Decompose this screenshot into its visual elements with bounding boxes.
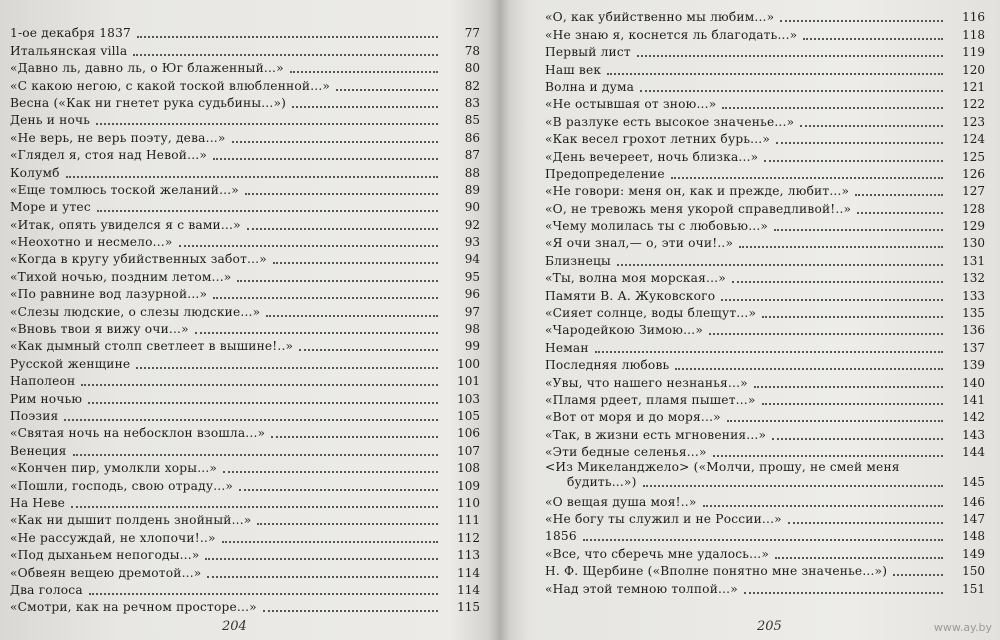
toc-entry-title: «Вот от моря и до моря...» (545, 410, 721, 425)
toc-entry-title: «Над этой темною толпой...» (545, 581, 738, 596)
dot-leader (137, 35, 438, 38)
dot-leader (855, 193, 943, 196)
dot-leader (780, 19, 943, 22)
toc-entry (545, 373, 985, 390)
toc-entry-page: 128 (962, 201, 985, 216)
toc-entry-page: 110 (457, 495, 480, 510)
toc-entry-page: 98 (464, 322, 480, 337)
toc-entry-title: «Все, что сберечь мне удалось...» (545, 546, 770, 561)
toc-entry (545, 251, 985, 268)
dot-leader (88, 401, 438, 404)
toc-entry (10, 546, 480, 563)
toc-entry (10, 389, 480, 406)
toc-entry-page: 118 (962, 27, 985, 42)
toc-entry-page: 132 (962, 271, 985, 286)
toc-entry-title: «Пламя рдеет, пламя пышет...» (545, 392, 756, 407)
toc-entry-title: «С какою негою, с какой тоской влюбленной...» (10, 78, 331, 93)
toc-entry (545, 112, 985, 129)
toc-entry-page: 133 (962, 288, 985, 303)
toc-entry-title: «Сияет солнце, воды блещут...» (545, 306, 757, 321)
dot-leader (195, 331, 438, 334)
toc-entry-title: Рим ночью (10, 391, 83, 406)
dot-leader (89, 592, 438, 595)
toc-entry-page: 127 (962, 184, 985, 199)
toc-entry-title: «Ты, волна моя морская...» (545, 271, 726, 286)
toc-list-right (545, 8, 985, 597)
dot-leader (595, 350, 943, 353)
toc-entry-page: 139 (962, 358, 985, 373)
toc-entry-page: 105 (457, 408, 480, 423)
toc-entry-page: 144 (962, 445, 985, 460)
toc-entry-page: 96 (464, 287, 480, 302)
toc-entry-page: 82 (464, 78, 480, 93)
dot-leader (744, 591, 943, 594)
toc-entry-page: 108 (457, 461, 480, 476)
toc-entry-page: 113 (457, 548, 480, 563)
toc-entry-page: 99 (464, 339, 480, 354)
dot-leader (232, 140, 439, 143)
toc-entry (545, 562, 985, 579)
toc-entry-title: 1-ое декабря 1837 (10, 26, 132, 41)
dot-leader (222, 540, 438, 543)
book-gutter (488, 0, 510, 640)
dot-leader (336, 88, 438, 91)
dot-leader (762, 402, 943, 405)
toc-entry-page: 77 (464, 26, 480, 41)
toc-entry (545, 217, 985, 234)
dot-leader (97, 209, 438, 212)
toc-entry (545, 510, 985, 527)
toc-entry (10, 76, 480, 93)
toc-entry (10, 494, 480, 511)
toc-entry-page: 125 (962, 149, 985, 164)
toc-entry-page: 86 (464, 130, 480, 145)
dot-leader (776, 141, 943, 144)
dot-leader (205, 557, 438, 560)
toc-entry (545, 8, 985, 25)
dot-leader (721, 298, 943, 301)
toc-entry-title: Поэзия (10, 408, 59, 423)
toc-entry-title: «Увы, что нашего незнанья...» (545, 375, 748, 390)
toc-entry-title: На Неве (10, 495, 66, 510)
toc-entry-page: 142 (962, 410, 985, 425)
dot-leader (64, 418, 438, 421)
toc-entry (545, 78, 985, 95)
toc-entry-title: <Из Микеланджело> («Молчи, прошу, не смей меня (545, 460, 900, 475)
toc-entry-title: «В разлуке есть высокое значенье...» (545, 114, 795, 129)
toc-entry-page: 137 (962, 340, 985, 355)
toc-entry-page: 116 (962, 10, 985, 25)
toc-entry (545, 182, 985, 199)
toc-entry-title: Весна («Как ни гнетет рука судьбины...») (10, 95, 287, 110)
dot-leader (754, 385, 943, 388)
toc-entry-title-continued: будить...») (567, 475, 637, 490)
toc-entry-page: 146 (962, 494, 985, 509)
toc-entry (545, 43, 985, 60)
dot-leader (245, 192, 438, 195)
toc-entry (10, 250, 480, 267)
toc-entry-title: «Итак, опять увиделся я с вами...» (10, 217, 241, 232)
dot-leader (213, 296, 438, 299)
dot-leader (671, 176, 943, 179)
left-page (10, 0, 480, 640)
dot-leader (675, 367, 943, 370)
toc-entry-title: «Смотри, как на речном просторе...» (10, 600, 257, 615)
toc-entry-page: 89 (464, 182, 480, 197)
toc-entry-title: Предопределение (545, 166, 665, 181)
toc-entry (10, 598, 480, 615)
toc-entry (10, 267, 480, 284)
toc-entry-title: Близнецы (545, 253, 611, 268)
toc-entry-page: 148 (962, 529, 985, 544)
dot-leader (722, 106, 943, 109)
toc-entry-title: «Я очи знал,— о, эти очи!..» (545, 236, 734, 251)
toc-entry-page: 92 (464, 217, 480, 232)
dot-leader (583, 538, 943, 541)
toc-entry-title: «Не остывшая от зною...» (545, 97, 717, 112)
dot-leader (640, 89, 943, 92)
toc-entry-page: 103 (457, 391, 480, 406)
toc-entry (10, 372, 480, 389)
dot-leader (136, 366, 438, 369)
dot-leader (893, 573, 943, 576)
toc-entry-title: «Святая ночь на небосклон взошла...» (10, 426, 266, 441)
toc-entry-page: 147 (962, 511, 985, 526)
toc-entry (10, 128, 480, 145)
toc-entry-page: 109 (457, 478, 480, 493)
dot-leader (271, 435, 438, 438)
toc-entry-title: Итальянская villa (10, 43, 128, 58)
toc-entry-page: 97 (464, 304, 480, 319)
toc-entry (10, 528, 480, 545)
toc-entry-title: «Вновь твои я вижу очи...» (10, 322, 189, 337)
toc-entry (10, 233, 480, 250)
toc-entry-title: «Под дыханьем непогоды...» (10, 548, 200, 563)
toc-entry (545, 338, 985, 355)
toc-entry (545, 356, 985, 373)
toc-entry (545, 165, 985, 182)
toc-entry (545, 25, 985, 42)
dot-leader (727, 419, 943, 422)
toc-entry (10, 441, 480, 458)
dot-leader (266, 314, 438, 317)
toc-entry-page: 101 (457, 374, 480, 389)
toc-entry-page: 94 (464, 252, 480, 267)
toc-entry-page: 112 (457, 530, 480, 545)
toc-entry-title: «Глядел я, стоя над Невой...» (10, 148, 208, 163)
dot-leader (788, 521, 943, 524)
toc-entry-title: «Эти бедные селенья...» (545, 445, 707, 460)
toc-entry (10, 424, 480, 441)
toc-entry-page: 130 (962, 236, 985, 251)
toc-entry-title: Наш век (545, 62, 602, 77)
toc-entry-title: «Не знаю я, коснется ль благодать...» (545, 27, 798, 42)
dot-leader (643, 484, 943, 487)
dot-leader (66, 175, 438, 178)
dot-leader (292, 105, 438, 108)
toc-entry (545, 544, 985, 561)
toc-entry (10, 181, 480, 198)
toc-entry (10, 41, 480, 58)
toc-entry-title: «Так, в жизни есть мгновения...» (545, 427, 767, 442)
toc-entry-title: «Давно ль, давно ль, о Юг блаженный...» (10, 61, 284, 76)
dot-leader (207, 575, 438, 578)
toc-entry-title: «Когда в кругу убийственных забот...» (10, 252, 267, 267)
toc-entry-page: 107 (457, 443, 480, 458)
dot-leader (257, 522, 438, 525)
toc-entry-title: Два голоса (10, 582, 83, 597)
dot-leader (71, 505, 438, 508)
toc-entry (545, 321, 985, 338)
toc-entry (10, 215, 480, 232)
toc-entry-page: 83 (464, 95, 480, 110)
toc-entry-title: Волна и дума (545, 79, 635, 94)
toc-entry-page: 100 (457, 356, 480, 371)
toc-entry (10, 198, 480, 215)
toc-entry-page: 111 (457, 513, 480, 528)
toc-entry-title: «Кончен пир, умолкли хоры...» (10, 461, 218, 476)
toc-entry (545, 443, 985, 460)
toc-entry-page: 151 (962, 581, 985, 596)
dot-leader (637, 54, 943, 57)
toc-entry-title: «Не верь, не верь поэту, дева...» (10, 130, 226, 145)
dot-leader (772, 437, 943, 440)
toc-entry-title: Памяти В. А. Жуковского (545, 288, 716, 303)
dot-leader (857, 211, 943, 214)
dot-leader (213, 157, 438, 160)
toc-entry-page: 93 (464, 235, 480, 250)
toc-entry (545, 391, 985, 408)
toc-entry-page: 126 (962, 166, 985, 181)
toc-entry-page: 145 (962, 475, 985, 490)
toc-entry-title: Колумб (10, 165, 60, 180)
toc-entry-page: 143 (962, 427, 985, 442)
toc-entry-page: 141 (962, 392, 985, 407)
page-number-right: 205 (757, 619, 782, 634)
toc-entry-title: «Тихой ночью, поздним летом...» (10, 269, 232, 284)
toc-entry-page: 88 (464, 165, 480, 180)
toc-entry-title: «Неохотно и несмело...» (10, 235, 173, 250)
toc-entry-title: День и ночь (10, 113, 91, 128)
toc-entry-title: Первый лист (545, 45, 631, 60)
dot-leader (179, 244, 438, 247)
dot-leader (732, 280, 943, 283)
toc-entry-title: Море и утес (10, 200, 91, 215)
toc-entry (10, 407, 480, 424)
toc-entry (545, 408, 985, 425)
toc-entry-page: 90 (464, 200, 480, 215)
toc-entry-page: 136 (962, 323, 985, 338)
toc-entry (545, 60, 985, 77)
toc-entry-page: 123 (962, 114, 985, 129)
toc-entry (545, 147, 985, 164)
toc-entry (545, 579, 985, 596)
toc-entry (10, 354, 480, 371)
toc-entry (10, 302, 480, 319)
toc-entry-title: «Не рассуждай, не хлопочи!..» (10, 530, 216, 545)
toc-entry-title: Русской женщине (10, 356, 131, 371)
dot-leader (762, 315, 943, 318)
toc-entry-title: Неман (545, 340, 589, 355)
dot-leader (273, 261, 438, 264)
toc-entry-page: 87 (464, 148, 480, 163)
toc-entry-page: 124 (962, 132, 985, 147)
toc-entry (545, 234, 985, 251)
toc-entry-page: 140 (962, 375, 985, 390)
toc-entry (10, 285, 480, 302)
toc-entry (10, 320, 480, 337)
toc-entry-page: 85 (464, 113, 480, 128)
toc-entry-title: «Обвеян вещею дремотой...» (10, 565, 202, 580)
toc-entry-page: 119 (962, 45, 985, 60)
toc-entry (545, 304, 985, 321)
dot-leader (803, 37, 943, 40)
dot-leader (713, 454, 943, 457)
toc-entry-page: 122 (962, 97, 985, 112)
toc-entry-title: 1856 (545, 529, 577, 544)
dot-leader (239, 488, 438, 491)
toc-entry-title: «О, не тревожь меня укорой справедливой!..» (545, 201, 852, 216)
dot-leader (617, 263, 943, 266)
toc-entry (10, 24, 480, 41)
toc-entry-page: 80 (464, 61, 480, 76)
toc-entry-title: «Как дымный столп светлеет в вышине!..» (10, 339, 294, 354)
dot-leader (73, 453, 438, 456)
toc-entry-title: «О, как убийственно мы любим...» (545, 10, 775, 25)
toc-entry-page: 95 (464, 269, 480, 284)
watermark: www.ay.by (933, 621, 992, 634)
toc-entry-page: 131 (962, 253, 985, 268)
toc-entry-title: «Как весел грохот летних бурь...» (545, 132, 771, 147)
dot-leader (96, 122, 438, 125)
dot-leader (764, 159, 943, 162)
toc-entry (10, 563, 480, 580)
toc-entry (10, 337, 480, 354)
toc-entry-page: 149 (962, 546, 985, 561)
toc-entry (10, 476, 480, 493)
toc-entry-title: «Не говори: меня он, как и прежде, любит...» (545, 184, 850, 199)
dot-leader (247, 227, 438, 230)
toc-entry (545, 492, 985, 509)
toc-entry (545, 286, 985, 303)
toc-entry-page: 129 (962, 219, 985, 234)
dot-leader (703, 504, 943, 507)
toc-list-left (10, 24, 480, 615)
dot-leader (133, 53, 438, 56)
toc-entry-page: 115 (457, 600, 480, 615)
dot-leader (800, 124, 943, 127)
toc-entry-page: 106 (457, 426, 480, 441)
toc-entry (10, 111, 480, 128)
dot-leader (607, 72, 943, 75)
toc-entry-title: «День вечереет, ночь близка...» (545, 149, 759, 164)
toc-entry-title: Последняя любовь (545, 358, 670, 373)
toc-entry-title: «О вещая душа моя!..» (545, 494, 697, 509)
toc-entry (545, 527, 985, 544)
dot-leader (81, 383, 438, 386)
toc-entry (10, 59, 480, 76)
toc-entry-page: 114 (457, 582, 480, 597)
dot-leader (775, 556, 943, 559)
toc-entry (10, 581, 480, 598)
toc-entry-page: 135 (962, 306, 985, 321)
toc-entry-title: «Пошли, господь, свою отраду...» (10, 478, 234, 493)
toc-entry-title: «Как ни дышит полдень знойный...» (10, 513, 252, 528)
toc-entry-page: 114 (457, 565, 480, 580)
toc-entry-page: 120 (962, 62, 985, 77)
dot-leader (290, 70, 438, 73)
toc-entry-title: Наполеон (10, 374, 76, 389)
right-page (545, 0, 985, 640)
toc-entry (545, 460, 985, 492)
toc-entry (10, 511, 480, 528)
dot-leader (237, 279, 438, 282)
page-number-left: 204 (222, 619, 247, 634)
dot-leader (299, 348, 438, 351)
toc-entry-page: 78 (464, 43, 480, 58)
toc-entry (545, 130, 985, 147)
toc-entry (545, 199, 985, 216)
toc-entry-title: «Еще томлюсь тоской желаний...» (10, 182, 239, 197)
dot-leader (739, 245, 943, 248)
toc-entry-page: 121 (962, 79, 985, 94)
toc-entry (10, 459, 480, 476)
toc-entry-page: 150 (962, 564, 985, 579)
toc-entry-title: «Слезы людские, о слезы людские...» (10, 304, 261, 319)
dot-leader (223, 470, 438, 473)
toc-entry-title: «По равнине вод лазурной...» (10, 287, 208, 302)
toc-entry (545, 425, 985, 442)
toc-entry-title: Венеция (10, 443, 67, 458)
toc-entry (10, 163, 480, 180)
toc-entry-title: «Чародейкою Зимою...» (545, 323, 703, 338)
dot-leader (709, 332, 943, 335)
toc-entry (545, 269, 985, 286)
toc-entry-title: Н. Ф. Щербине («Вполне понятно мне значенье...») (545, 564, 888, 579)
toc-entry-title: «Не богу ты служил и не России...» (545, 511, 782, 526)
dot-leader (774, 228, 943, 231)
toc-entry (545, 95, 985, 112)
toc-entry-title: «Чему молилась ты с любовью...» (545, 219, 769, 234)
dot-leader (263, 609, 438, 612)
toc-entry (10, 146, 480, 163)
toc-entry (10, 94, 480, 111)
